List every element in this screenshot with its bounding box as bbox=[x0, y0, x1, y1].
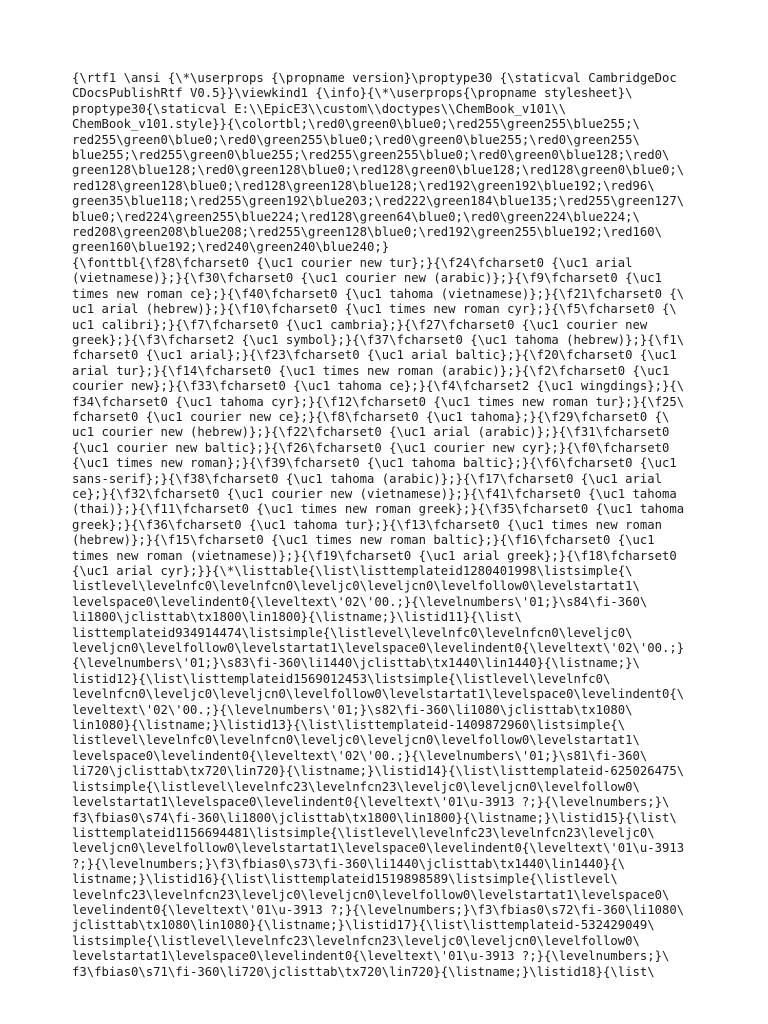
text-line: green128\blue128;\red0\green128\blue0;\red128\green0\blue128;\red128\green0\blue0;\ bbox=[72, 163, 685, 178]
text-line: red255\green0\blue0;\red0\green255\blue0;\red0\green0\blue255;\red0\green255\ bbox=[72, 132, 640, 147]
text-line: listlevel\levelnfc0\levelnfcn0\leveljc0\leveljcn0\levelfollow0\levelstartat1\ bbox=[72, 579, 640, 594]
text-line: f3\fbias0\s74\fi-360\li1800\jclisttab\tx1800\lin1800}{\listname;}\listid15}{\list\ bbox=[72, 810, 677, 825]
text-line: {\fonttbl{\f28\fcharset0 {\uc1 courier new tur};}{\f24\fcharset0 {\uc1 arial bbox=[72, 255, 633, 270]
text-line: fcharset0 {\uc1 courier new ce};}{\f8\fcharset0 {\uc1 tahoma};}{\f29\fcharset0 {\ bbox=[72, 409, 670, 424]
text-line: blue255;\red255\green0\blue255;\red255\green255\blue0;\red0\green0\blue128;\red0\ bbox=[72, 148, 670, 163]
text-line: CDocsPublishRtf V0.5}}\viewkind1 {\info}{\*\userprops{\propname stylesheet}\ bbox=[72, 86, 633, 101]
text-line: jclisttab\tx1080\lin1080}{\listname;}\listid17}{\list\listtemplateid-532429049\ bbox=[72, 918, 655, 933]
text-line: times new roman (vietnamese)};}{\f19\fcharset0 {\uc1 arial greek};}{\f18\fcharset0 bbox=[72, 548, 677, 563]
text-line: listlevel\levelnfc0\levelnfcn0\leveljc0\leveljcn0\levelfollow0\levelstartat1\ bbox=[72, 733, 640, 748]
text-line: ?;}{\levelnumbers;}\f3\fbias0\s73\fi-360\li1440\jclisttab\tx1440\lin1440}{\ bbox=[72, 856, 626, 871]
text-line: (hebrew)};}{\f15\fcharset0 {\uc1 times new roman baltic};}{\f16\fcharset0 {\uc1 bbox=[72, 533, 655, 548]
text-line: (thai)};}{\f11\fcharset0 {\uc1 times new roman greek};}{\f35\fcharset0 {\uc1 tahoma bbox=[72, 502, 685, 517]
text-line: proptype30{\staticval E:\\EpicE3\\custom\\doctypes\\ChemBook_v101\\ bbox=[72, 101, 567, 116]
text-line: listid12}{\list\listtemplateid1569012453\listsimple{\listlevel\levelnfc0\ bbox=[72, 671, 611, 686]
text-line: levelspace0\levelindent0{\leveltext\'02\'00.;}{\levelnumbers\'01;}\s84\fi-360\ bbox=[72, 594, 648, 609]
rtf-header-paragraph bbox=[72, 71, 712, 256]
rtf-fonttable-paragraph bbox=[72, 256, 712, 980]
text-line: (vietnamese)};}{\f30\fcharset0 {\uc1 courier new (arabic)};}{\f9\fcharset0 {\uc1 bbox=[72, 271, 663, 286]
text-line: leveltext\'02\'00.;}{\levelnumbers\'01;}\s82\fi-360\li1080\jclisttab\tx1080\ bbox=[72, 702, 633, 717]
text-line: li720\jclisttab\tx720\lin720}{\listname;}\listid14}{\list\listtemplateid-625026475\ bbox=[72, 764, 685, 779]
text-line: greek};}{\f36\fcharset0 {\uc1 tahoma tur};}{\f13\fcharset0 {\uc1 times new roman bbox=[72, 517, 663, 532]
text-line: {\uc1 times new roman};}{\f39\fcharset0 {\uc1 tahoma baltic};}{\f6\fcharset0 {\uc1 bbox=[72, 456, 677, 471]
text-line: uc1 calibri};}{\f7\fcharset0 {\uc1 cambria};}{\f27\fcharset0 {\uc1 courier new bbox=[72, 317, 648, 332]
text-line: uc1 courier new (hebrew)};}{\f22\fcharset0 {\uc1 arial (arabic)};}{\f31\fcharset0 bbox=[72, 425, 670, 440]
text-line: {\rtf1 \ansi {\*\userprops {\propname version}\proptype30 {\staticval CambridgeDoc bbox=[72, 71, 677, 85]
text-line: green160\blue192;\red240\green240\blue240;} bbox=[72, 240, 390, 255]
text-line: sans-serif};}{\f38\fcharset0 {\uc1 tahoma (arabic)};}{\f17\fcharset0 {\uc1 arial bbox=[72, 471, 663, 486]
text-line: listsimple{\listlevel\levelnfc23\levelnfcn23\leveljc0\leveljcn0\levelfollow0\ bbox=[72, 779, 640, 794]
text-line: f34\fcharset0 {\uc1 tahoma cyr};}{\f12\fcharset0 {\uc1 times new roman tur};}{\f25\ bbox=[72, 394, 685, 409]
text-line: {\levelnumbers\'01;}\s83\fi-360\li1440\jclisttab\tx1440\lin1440}{\listname;}\ bbox=[72, 656, 640, 671]
text-line: levelstartat1\levelspace0\levelindent0{\leveltext\'01\u-3913 ?;}{\levelnumbers;}\ bbox=[72, 795, 670, 810]
text-line: arial tur};}{\f14\fcharset0 {\uc1 times new roman (arabic)};}{\f2\fcharset0 {\uc1 bbox=[72, 363, 670, 378]
text-line: leveljcn0\levelfollow0\levelstartat1\levelspace0\levelindent0{\leveltext\'02\'00.;} bbox=[72, 641, 685, 656]
text-line: listtemplateid934914474\listsimple{\listlevel\levelnfc0\levelnfcn0\leveljc0\ bbox=[72, 625, 633, 640]
text-line: times new roman ce};}{\f40\fcharset0 {\uc1 tahoma (vietnamese)};}{\f21\fcharset0 {\ bbox=[72, 286, 685, 301]
text-line: ce};}{\f32\fcharset0 {\uc1 courier new (vietnamese)};}{\f41\fcharset0 {\uc1 tahoma bbox=[72, 486, 677, 501]
text-line: green35\blue118;\red255\green192\blue203;\red222\green184\blue135;\red255\green127\ bbox=[72, 194, 685, 209]
text-line: {\uc1 arial cyr};}}{\*\listtable{\list\listtemplateid1280401998\listsimple{\ bbox=[72, 564, 633, 578]
text-line: red128\green128\blue0;\red128\green128\blue128;\red192\green192\blue192;\red96\ bbox=[72, 178, 655, 193]
text-line: uc1 arial (hebrew)};}{\f10\fcharset0 {\uc1 times new roman cyr};}{\f5\fcharset0 {\ bbox=[72, 302, 677, 317]
text-line: blue0;\red224\green255\blue224;\red128\green64\blue0;\red0\green224\blue224;\ bbox=[72, 209, 640, 224]
text-line: leveljcn0\levelfollow0\levelstartat1\levelspace0\levelindent0{\leveltext\'01\u-3913 bbox=[72, 841, 685, 856]
text-line: levelindent0{\leveltext\'01\u-3913 ?;}{\levelnumbers;}\f3\fbias0\s72\fi-360\li1080\ bbox=[72, 902, 685, 917]
text-line: red208\green208\blue208;\red255\green128\blue0;\red192\green255\blue192;\red160\ bbox=[72, 225, 663, 240]
text-line: levelnfc23\levelnfcn23\leveljc0\leveljcn0\levelfollow0\levelstartat1\levelspace0\ bbox=[72, 887, 670, 902]
text-line: fcharset0 {\uc1 arial};}{\f23\fcharset0 {\uc1 arial baltic};}{\f20\fcharset0 {\uc1 bbox=[72, 348, 677, 363]
text-line: levelstartat1\levelspace0\levelindent0{\leveltext\'01\u-3913 ?;}{\levelnumbers;}\ bbox=[72, 949, 670, 964]
text-line: f3\fbias0\s71\fi-360\li720\jclisttab\tx720\lin720}{\listname;}\listid18}{\list\ bbox=[72, 964, 655, 979]
text-line: li1800\jclisttab\tx1800\lin1800}{\listname;}\listid11}{\list\ bbox=[72, 610, 522, 625]
text-line: courier new};}{\f33\fcharset0 {\uc1 tahoma ce};}{\f4\fcharset2 {\uc1 wingdings};}{\ bbox=[72, 379, 685, 394]
text-line: ChemBook_v101.style}}{\colortbl;\red0\green0\blue0;\red255\green255\blue255;\ bbox=[72, 117, 640, 132]
text-line: levelnfcn0\leveljc0\leveljcn0\levelfollow0\levelstartat1\levelspace0\levelindent0{\ bbox=[72, 687, 685, 702]
text-line: listtemplateid1156694481\listsimple{\listlevel\levelnfc23\levelnfcn23\leveljc0\ bbox=[72, 825, 655, 840]
text-line: greek};}{\f3\fcharset2 {\uc1 symbol};}{\f37\fcharset0 {\uc1 tahoma (hebrew)};}{\f1\ bbox=[72, 332, 685, 347]
text-line: lin1080}{\listname;}\listid13}{\list\listtemplateid-1409872960\listsimple{\ bbox=[72, 718, 626, 733]
text-line: {\uc1 courier new baltic};}{\f26\fcharset0 {\uc1 courier new cyr};}{\f0\fcharset0 bbox=[72, 440, 670, 455]
text-line: listsimple{\listlevel\levelnfc23\levelnfcn23\leveljc0\leveljcn0\levelfollow0\ bbox=[72, 933, 640, 948]
document-page bbox=[72, 71, 712, 980]
text-line: levelspace0\levelindent0{\leveltext\'02\'00.;}{\levelnumbers\'01;}\s81\fi-360\ bbox=[72, 748, 648, 763]
text-line: listname;}\listid16}{\list\listtemplateid1519898589\listsimple{\listlevel\ bbox=[72, 872, 618, 887]
